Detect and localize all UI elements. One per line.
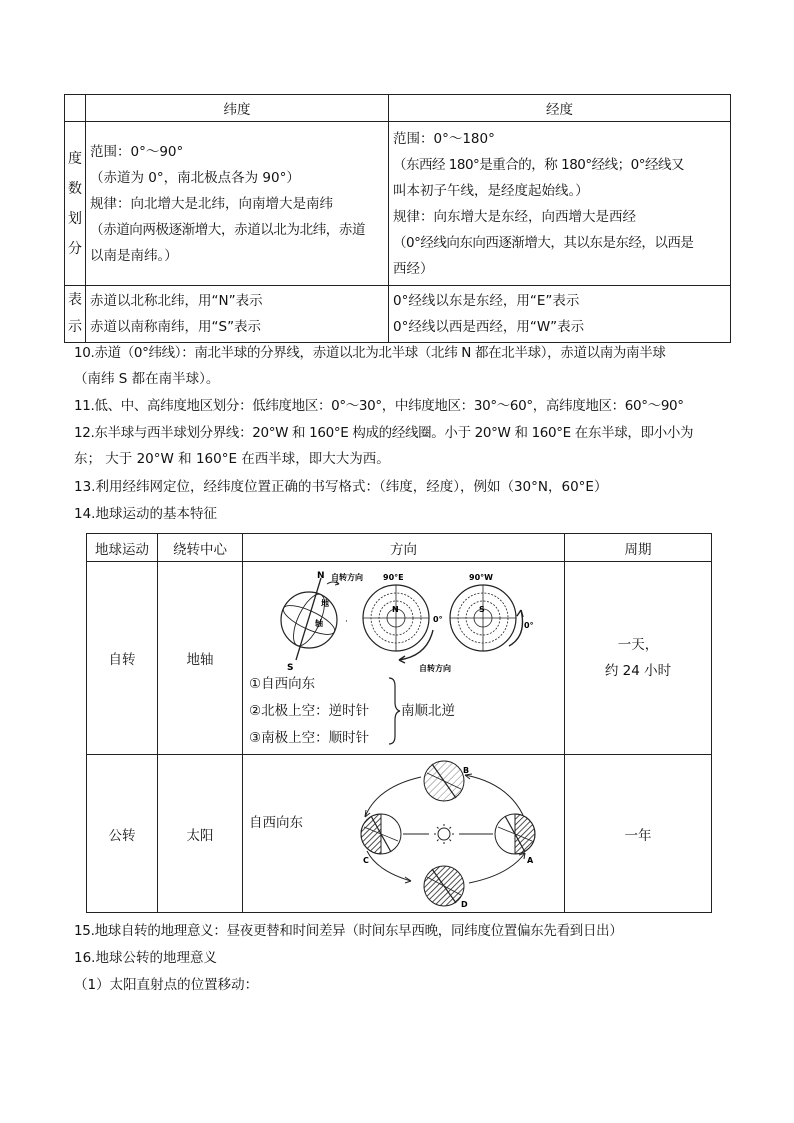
earth-position-b [424,761,464,801]
label-a: A [527,856,534,865]
rotation-center: 地轴 [158,562,243,755]
rotation-point-1: ①自西向东 [249,676,316,692]
rotation-name: 自转 [87,562,158,755]
latitude-longitude-table [64,94,731,343]
label-d: D [461,900,468,909]
latitude-notation-cell: 赤道以北称北纬，用“N”表示 赤道以南称南纬，用“S”表示 [86,286,389,343]
earth-position-a [495,814,535,854]
paragraph-12-line1: 12.东半球与西半球划分界线：20°W 和 160°E 构成的经线圈。小于 20°W 和 160°E 在东半球，即小小为 [74,425,694,441]
rotation-summary: 南顺北逆 [401,703,455,719]
paragraph-10-line2: （南纬 S 都在南半球）。 [74,371,220,387]
label-s-center: S [479,605,485,614]
label-b: B [463,766,470,775]
label-n-center: N [392,605,399,614]
row-label-notation: 表 示 [65,286,86,343]
brace-icon [387,676,401,746]
latitude-division-cell: 范围：0°～90° （赤道为 0°，南北极点各为 90°） 规律：向北增大是北纬，向南增大是南纬 （赤道向两极逐渐增大，赤道以北为北纬，赤道 以南是南纬。） [86,122,389,286]
revolution-direction-cell [243,755,565,913]
globe-label-n: N [317,571,325,581]
revolution-center: 太阳 [158,755,243,913]
globe-label-s: S [287,663,294,673]
sun-icon [434,824,454,844]
header-longitude: 经度 [389,95,731,122]
header-direction: 方向 [243,534,565,562]
paragraph-16: 16.地球公转的地理意义 [74,950,217,966]
header-center: 绕转中心 [158,534,243,562]
revolution-direction: 自西向东 [249,815,303,831]
rotation-diagram [243,568,563,678]
rotation-direction-cell [243,562,565,755]
table-corner [65,95,86,122]
label-zero-1: 0° [433,615,443,624]
rotation-point-3: ③南极上空：顺时针 [249,730,370,746]
paragraph-13: 13.利用经纬网定位，经纬度位置正确的书写格式：（纬度，经度），例如（30°N，60°E） [74,479,608,495]
header-latitude: 纬度 [86,95,389,122]
earth-position-d [424,866,464,906]
header-period: 周期 [565,534,712,562]
label-zero-2: 0° [524,621,534,630]
row-label-degree-division: 度 数 划 分 [65,122,86,286]
rotation-period-cell [565,562,712,755]
revolution-period: 一年 [565,755,712,913]
paragraph-14: 14.地球运动的基本特征 [74,506,217,522]
label-c: C [363,856,369,865]
tilted-globe [280,578,339,660]
earth-position-c [361,814,401,854]
south-pole-view [450,585,523,651]
label-90w: 90°W [469,573,493,582]
label-rotation-direction-2: 自转方向 [419,664,451,673]
rotation-period-line2: 约 24 小时 [604,663,672,679]
label-90e: 90°E [383,573,404,582]
north-pole-view [363,585,433,663]
longitude-division-cell: 范围：0°～180° （东西经 180°是重合的，称 180°经线；0°经线又 叫本初子午线，是经度起始线。） 规律：向东增大是东经，向西增大是西经 （0°经线向东向西逐渐增大，其以东是东经，以西是 西经） [389,122,731,286]
globe-label-zhou: 轴 [315,619,323,628]
revolution-diagram [343,759,553,909]
paragraph-12-line2: 东； 大于 20°W 和 160°E 在西半球，即大大为西。 [74,451,390,467]
paragraph-16-1: （1）太阳直射点的位置移动： [74,977,259,993]
rotation-period-line1: 一天， [617,637,659,653]
paragraph-15: 15.地球自转的地理意义：昼夜更替和时间差异（时间东早西晚，同纬度位置偏东先看到日出） [74,923,623,939]
globe-label-di: 地 [321,599,329,608]
earth-motion-table [86,533,712,913]
paragraph-10-line1: 10.赤道（0°纬线）：南北半球的分界线，赤道以北为北半球（北纬 N 都在北半球），赤道以南为南半球 [74,345,666,361]
globe-label-rotation-direction: 自转方向 [331,573,363,582]
rotation-point-2: ②北极上空：逆时针 [249,703,370,719]
rotation-points [249,671,369,752]
paragraph-11: 11.低、中、高纬度地区划分：低纬度地区：0°～30°，中纬度地区：30°～60°，高纬度地区：60°～90° [74,398,684,414]
header-motion: 地球运动 [87,534,158,562]
dot-separator: · [345,617,348,627]
revolution-name: 公转 [87,755,158,913]
longitude-notation-cell: 0°经线以东是东经，用“E”表示 0°经线以西是西经，用“W”表示 [389,286,731,343]
